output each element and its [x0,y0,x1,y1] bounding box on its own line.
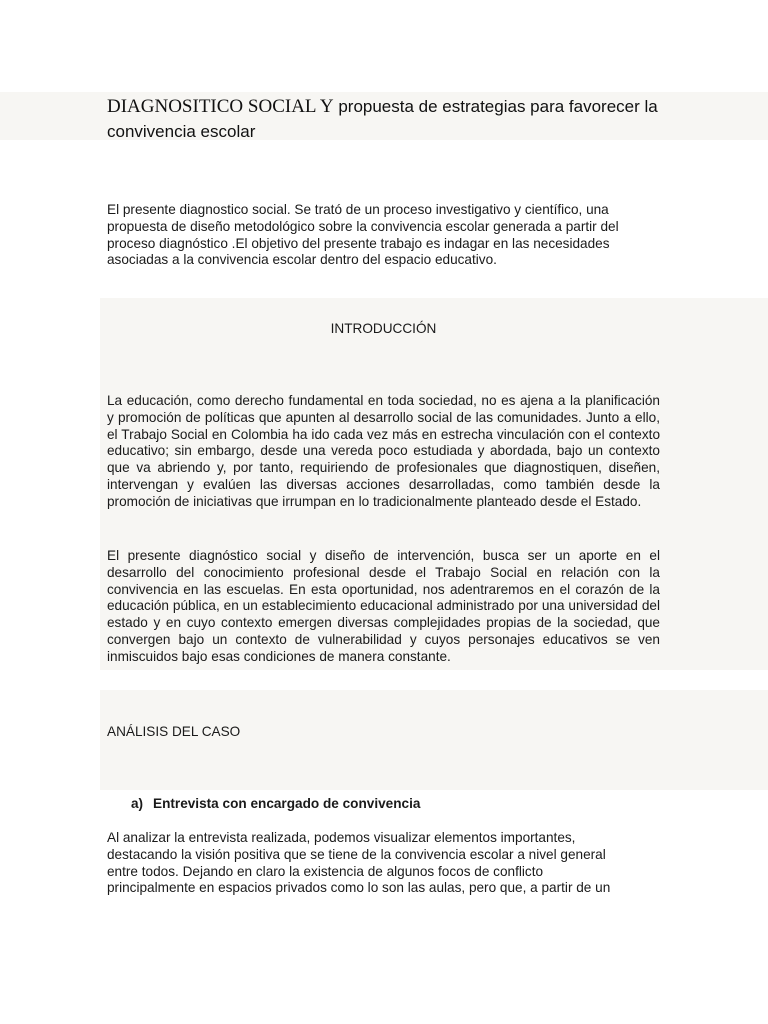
title-serif-part: DIAGNOSITICO SOCIAL Y [107,96,334,117]
scan-shading [100,690,768,790]
document-title [107,94,667,144]
subsection-letter: a) [131,796,144,811]
introduction-paragraph-1 [107,393,660,511]
summary-paragraph [107,202,660,269]
analysis-line: principalmente en espacios privados como lo son las aulas, pero que, a partir de un [107,880,611,896]
introduction-text-2: El presente diagnóstico social y diseño de intervención, busca ser un aporte en el desarrollo del conocimiento profesional desde el Trabajo Social en relación con la convivencia en las escuelas. En esta oportunidad, nos adentraremos en el corazón de la educación pública, en un establecimiento educacional administrado por una universidad del estado y en cuyo contexto emergen diversas complejidades propias de la sociedad, que convergen bajo un contexto de vulnerabilidad y cuyos personajes educativos se ven inmiscuidos bajo esas condiciones de manera constante. [107,548,660,664]
introduction-paragraph-2 [107,548,660,666]
introduction-text-1: La educación, como derecho fundamental en toda sociedad, no es ajena a la planificación y promoción de políticas que apunten al desarrollo social de las comunidades. Junto a ello, el Trabajo Social en Colombia ha ido cada vez más en estrecha vinculación con el contexto educativo; sin embargo, desde una vereda poco estudiada y abordada, bajo un contexto que va abriendo y, por tanto, requiriendo de profesionales que diagnostiquen, diseñen, intervengan y evalúen las diversas acciones desarrolladas, como también desde la promoción de iniciativas que irrumpan en lo tradicionalmente planteado desde el Estado. [107,393,660,509]
introduction-heading: INTRODUCCIÓN [330,321,437,336]
subsection-heading [131,795,420,812]
analysis-paragraph [107,830,667,897]
analysis-line: Al analizar la entrevista realizada, podemos visualizar elementos importantes, [107,830,576,845]
title-sans-part: propuesta de estrategias para favorecer la convivencia escolar [107,97,658,141]
summary-text: El presente diagnostico social. Se trató de un proceso investigativo y científico, una propuesta de diseño metodológico sobre la convivencia escolar generada a partir del proceso diagnóstico .El objetivo del presente trabajo es indagar en las necesidades asociadas a la convivencia escolar dentro del espacio educativo. [107,202,619,268]
analysis-heading: ANÁLISIS DEL CASO [107,724,241,739]
analysis-line: destacando la visión positiva que se tiene de la convivencia escolar a nivel general [107,846,606,862]
subsection-title: Entrevista con encargado de convivencia [153,796,421,811]
analysis-line: entre todos. Dejando en claro la existencia de algunos focos de conflicto [107,863,544,879]
